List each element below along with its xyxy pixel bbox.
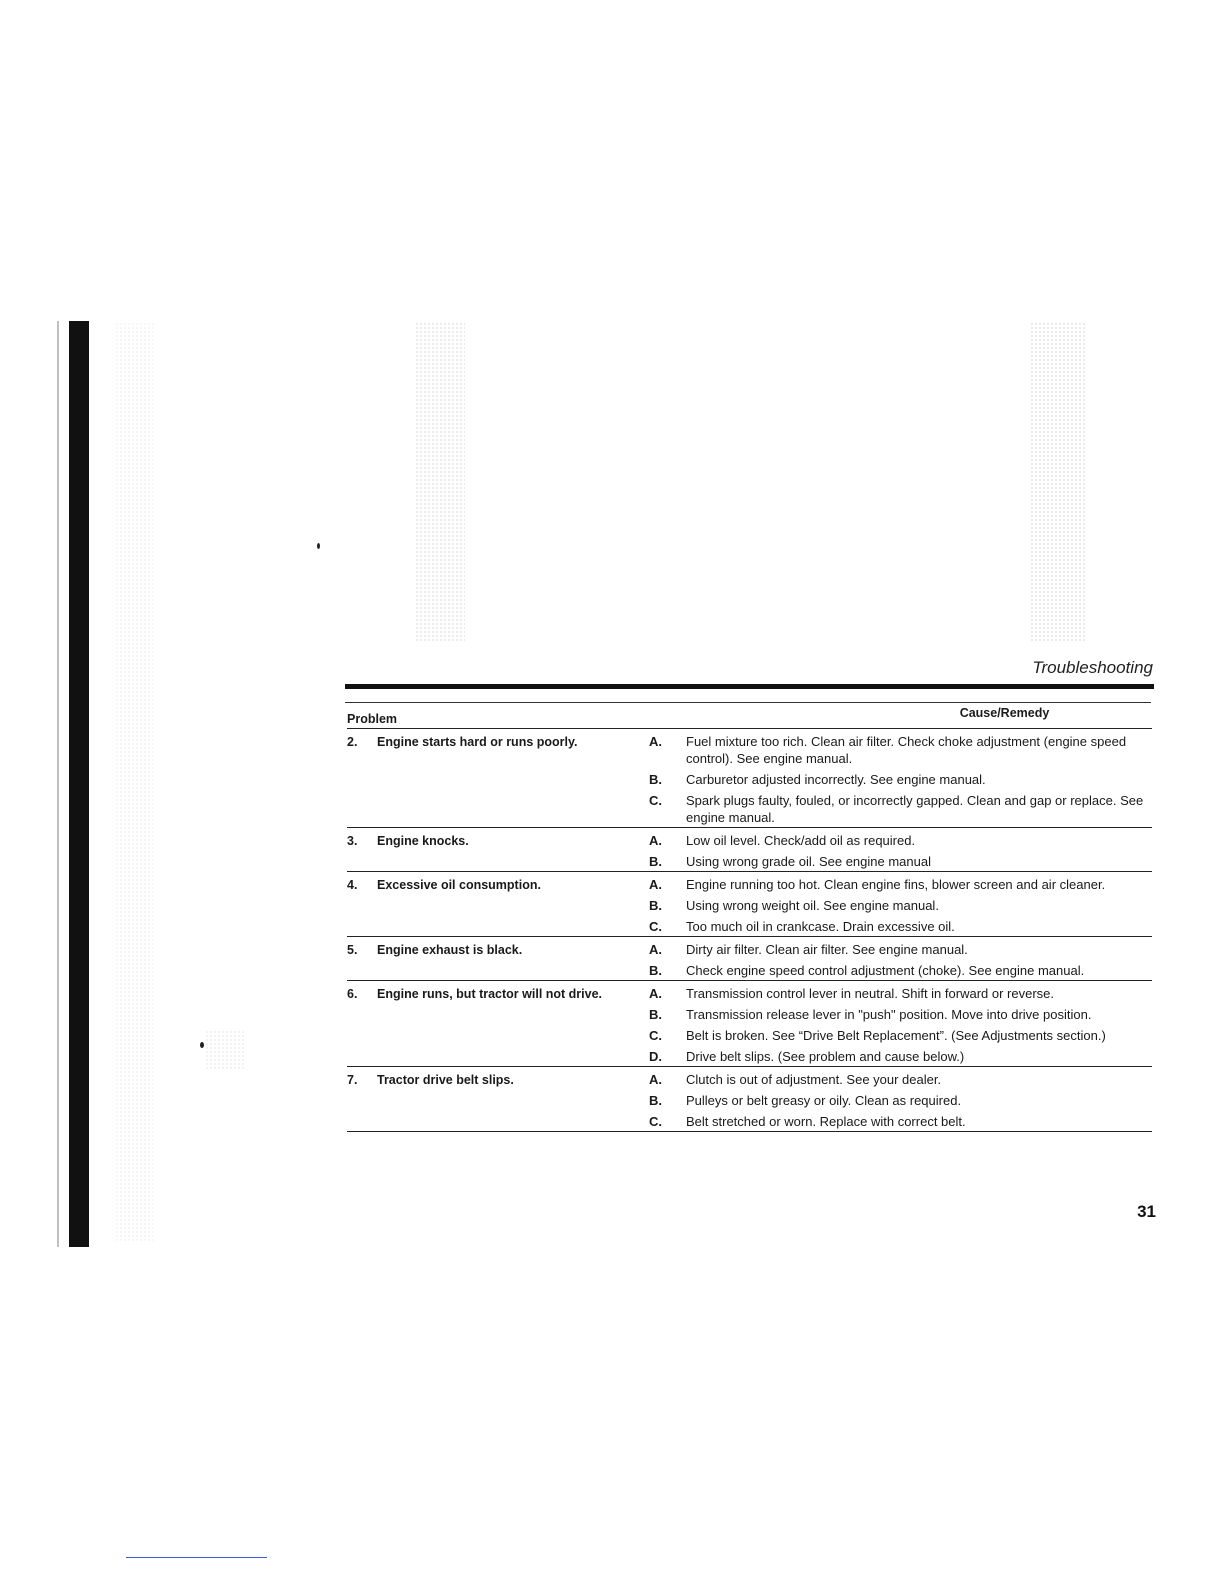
cause-letter: A. <box>649 833 662 848</box>
problem-cell <box>347 733 647 826</box>
cause-item <box>647 1071 1152 1088</box>
cause-remedy-cell <box>647 985 1152 1065</box>
column-header-problem: Problem <box>347 712 398 726</box>
problem-cell <box>347 1071 647 1130</box>
problem-cell <box>347 941 647 979</box>
problem-text: Tractor drive belt slips. <box>377 1073 514 1087</box>
cause-text: Spark plugs faulty, fouled, or incorrectly gapped. Clean and gap or replace. See engine manual. <box>686 793 1144 825</box>
cause-letter: C. <box>649 793 662 808</box>
cause-text: Using wrong weight oil. See engine manual. <box>686 898 939 913</box>
cause-text: Transmission control lever in neutral. Shift in forward or reverse. <box>686 986 1054 1001</box>
cause-letter: A. <box>649 734 662 749</box>
table-row <box>347 981 1152 1067</box>
problem-number: 4. <box>347 878 358 892</box>
cause-remedy-cell <box>647 733 1152 826</box>
cause-letter: C. <box>649 1114 662 1129</box>
cause-letter: A. <box>649 942 662 957</box>
table-row <box>347 828 1152 872</box>
cause-text: Clutch is out of adjustment. See your dealer. <box>686 1072 942 1087</box>
cause-item <box>647 1048 1152 1065</box>
cause-item <box>647 1027 1152 1044</box>
cause-text: Low oil level. Check/add oil as required. <box>686 833 916 848</box>
problem-text: Excessive oil consumption. <box>377 878 541 892</box>
cause-remedy-cell <box>647 941 1152 979</box>
problem-text: Engine runs, but tractor will not drive. <box>377 987 603 1001</box>
cause-letter: B. <box>649 1093 662 1108</box>
scan-speck <box>200 1042 204 1048</box>
header-rule <box>345 702 1151 703</box>
table-row <box>347 729 1152 828</box>
scan-noise <box>415 322 465 642</box>
cause-letter: B. <box>649 898 662 913</box>
cause-letter: A. <box>649 986 662 1001</box>
cause-text: Drive belt slips. (See problem and cause below.) <box>686 1049 965 1064</box>
section-title: Troubleshooting <box>1032 658 1153 677</box>
cause-letter: D. <box>649 1049 662 1064</box>
binding-shadow <box>69 321 89 1247</box>
cause-text: Fuel mixture too rich. Clean air filter. Check choke adjustment (engine speed control). See engine manual. <box>686 734 1127 766</box>
cause-text: Belt is broken. See “Drive Belt Replacement”. (See Adjustments section.) <box>686 1028 1106 1043</box>
column-header-cause-remedy: Cause/Remedy <box>959 706 1050 720</box>
problem-text: Engine knocks. <box>377 834 469 848</box>
cause-item <box>647 985 1152 1002</box>
cause-letter: B. <box>649 1007 662 1022</box>
cause-letter: B. <box>649 963 662 978</box>
cause-text: Carburetor adjusted incorrectly. See engine manual. <box>686 772 986 787</box>
cause-item <box>647 1006 1152 1023</box>
scan-noise <box>1030 322 1085 642</box>
table-row <box>347 937 1152 981</box>
table-row <box>347 872 1152 937</box>
cause-item <box>647 876 1152 893</box>
problem-text: Engine exhaust is black. <box>377 943 523 957</box>
table-row <box>347 1067 1152 1132</box>
problem-number: 7. <box>347 1073 358 1087</box>
cause-item <box>647 1113 1152 1130</box>
cause-text: Belt stretched or worn. Replace with correct belt. <box>686 1114 966 1129</box>
cause-text: Dirty air filter. Clean air filter. See engine manual. <box>686 942 968 957</box>
cause-item <box>647 792 1152 826</box>
cause-item <box>647 941 1152 958</box>
cause-text: Transmission release lever in "push" position. Move into drive position. <box>686 1007 1092 1022</box>
troubleshooting-table <box>347 706 1152 1132</box>
problem-number: 3. <box>347 834 358 848</box>
cause-text: Check engine speed control adjustment (choke). See engine manual. <box>686 963 1085 978</box>
problem-number: 2. <box>347 735 358 749</box>
cause-item <box>647 962 1152 979</box>
cause-item <box>647 897 1152 914</box>
cause-item <box>647 918 1152 935</box>
binding-edge <box>57 321 59 1247</box>
problem-cell <box>347 985 647 1065</box>
cause-letter: B. <box>649 772 662 787</box>
cause-item <box>647 832 1152 849</box>
table-body <box>347 729 1152 1132</box>
cause-letter: C. <box>649 919 662 934</box>
cause-text: Too much oil in crankcase. Drain excessive oil. <box>686 919 955 934</box>
problem-cell <box>347 832 647 870</box>
cause-item <box>647 771 1152 788</box>
table-header <box>347 706 1152 729</box>
cause-item <box>647 1092 1152 1109</box>
scan-noise <box>205 1030 245 1070</box>
bottom-rule <box>126 1557 267 1558</box>
cause-item <box>647 853 1152 870</box>
title-rule <box>345 684 1154 689</box>
problem-text: Engine starts hard or runs poorly. <box>377 735 578 749</box>
problem-cell <box>347 876 647 935</box>
cause-text: Pulleys or belt greasy or oily. Clean as required. <box>686 1093 962 1108</box>
cause-letter: A. <box>649 877 662 892</box>
scan-speck <box>317 543 320 549</box>
problem-number: 6. <box>347 987 358 1001</box>
cause-remedy-cell <box>647 1071 1152 1130</box>
problem-number: 5. <box>347 943 358 957</box>
cause-letter: A. <box>649 1072 662 1087</box>
page-number: 31 <box>1137 1202 1156 1221</box>
cause-item <box>647 733 1152 767</box>
cause-letter: C. <box>649 1028 662 1043</box>
cause-remedy-cell <box>647 832 1152 870</box>
cause-letter: B. <box>649 854 662 869</box>
cause-remedy-cell <box>647 876 1152 935</box>
cause-text: Using wrong grade oil. See engine manual <box>686 854 931 869</box>
scan-noise <box>115 322 155 1242</box>
cause-text: Engine running too hot. Clean engine fins, blower screen and air cleaner. <box>686 877 1106 892</box>
